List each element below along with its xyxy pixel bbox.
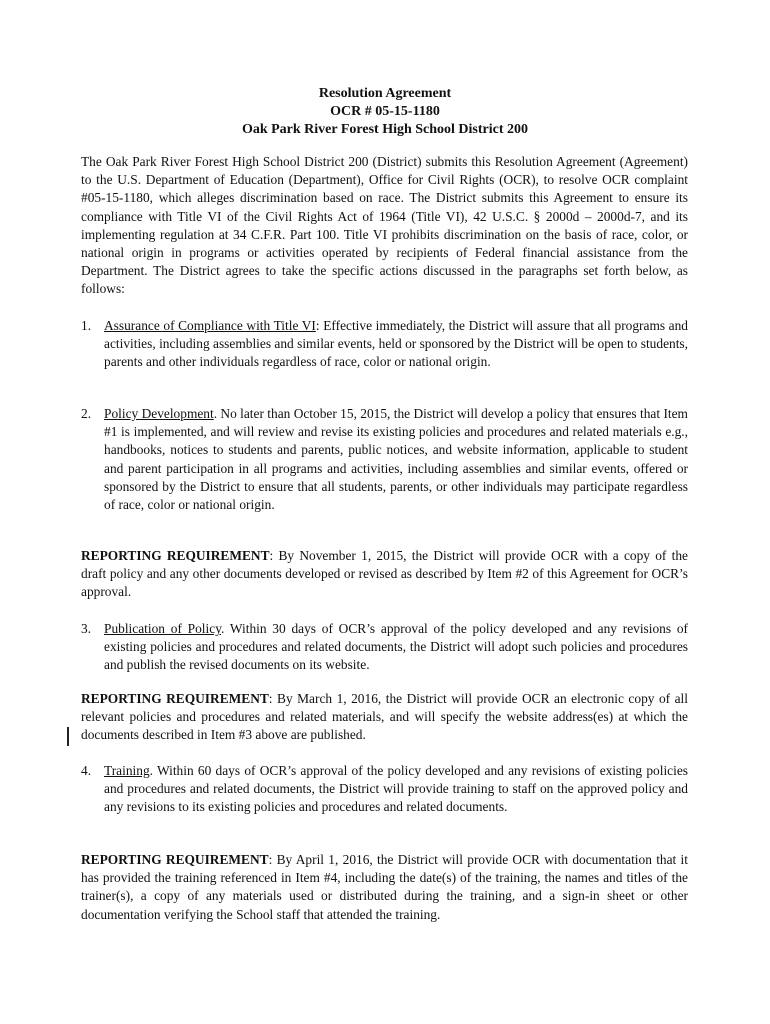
item-1-body <box>104 317 688 372</box>
item-3-heading: Publication of Policy <box>104 621 222 636</box>
item-4-body <box>104 762 688 817</box>
reporting-3-text: : By April 1, 2016, the District will provide OCR with documentation that it has provided the training referenced in Item #4, including the date(s) of the training, the names and titles of the trainer(s), a copy of any materials used or distributed during the training, and a sign-in sheet or other documentation verifying the School staff that attended the training. <box>81 852 689 922</box>
reporting-1-label: REPORTING REQUIREMENT <box>81 548 270 563</box>
reporting-requirement-3 <box>81 851 688 924</box>
reporting-2-label: REPORTING REQUIREMENT <box>81 691 269 706</box>
item-4 <box>81 762 688 817</box>
item-4-heading: Training <box>104 763 150 778</box>
document-title-block <box>0 85 770 139</box>
item-1 <box>81 317 688 372</box>
item-3-text: . Within 30 days of OCR’s approval of the policy developed and any revisions of existing policies and procedures and related documents, the District will adopt such policies and procedures and publish the revised documents on its website. <box>104 621 689 673</box>
item-3-number: 3. <box>81 621 92 636</box>
item-2-body <box>104 405 688 514</box>
item-2-text: . No later than October 15, 2015, the District will develop a policy that ensures that Item #1 is implemented, and will review and revise its existing policies and procedures and related materials e.g., handbooks, notices to students and parents, public notices, and website information, applicable to student and parent participation in all programs and activities, including assemblies and similar events, offered or sponsored by the District to ensure that all students, parents, or other individuals may participate regardless of race, color or national origin. <box>104 406 688 513</box>
reporting-1-text: : By November 1, 2015, the District will provide OCR with a copy of the draft policy and any other documents developed or revised as described by Item #2 of this Agreement for OCR’s approval. <box>81 548 688 600</box>
reporting-requirement-2 <box>81 690 688 745</box>
title-case-number: OCR # 05-15-1180 <box>330 104 440 119</box>
item-2-heading: Policy Development <box>104 406 214 421</box>
title-district: Oak Park River Forest High School District 200 <box>241 122 529 137</box>
reporting-2-text: : By March 1, 2016, the District will provide OCR an electronic copy of all relevant policies and procedures and related materials, and will specify the website address(es) at which the documents described in Item #3 above are published. <box>81 691 688 743</box>
reporting-requirement-1 <box>81 547 688 602</box>
item-3-body <box>104 620 688 675</box>
intro-paragraph: The Oak Park River Forest High School District 200 (District) submits this Resolution Agreement (Agreement) to the U.S. Department of Education (Department), Office for Civil Rights (OCR), to resolve OCR complaint #05-15-1180, which alleges discrimination based on race. The District submits this Agreement to ensure its compliance with Title VI of the Civil Rights Act of 1964 (Title VI), 42 U.S.C. § 2000d – 2000d-7, and its implementing regulation at 34 C.F.R. Part 100. Title VI prohibits discrimination on the basis of race, color, or national origin in programs or activities operated by recipients of Federal financial assistance from the Department. The District agrees to take the specific actions discussed in the paragraphs set forth below, as follows: <box>81 154 688 297</box>
item-2 <box>81 405 688 514</box>
item-4-number: 4. <box>81 763 92 778</box>
item-4-text: . Within 60 days of OCR’s approval of the policy developed and any revisions of existing policies and procedures and related documents, the District will provide training to staff on the approved policy and any revisions to its existing policies and procedures and related documents. <box>104 763 688 815</box>
item-1-text: : Effective immediately, the District will assure that all programs and activities, including assemblies and similar events, held or sponsored by the District will be open to students, parents and other individuals regardless of race, color or national origin. <box>104 318 689 370</box>
reporting-3-label: REPORTING REQUIREMENT <box>81 852 269 867</box>
change-bar <box>67 727 69 746</box>
item-1-number: 1. <box>81 318 92 333</box>
item-2-number: 2. <box>81 406 92 421</box>
item-3 <box>81 620 688 675</box>
title-agreement: Resolution Agreement <box>318 86 452 101</box>
item-1-heading: Assurance of Compliance with Title VI <box>104 318 316 333</box>
